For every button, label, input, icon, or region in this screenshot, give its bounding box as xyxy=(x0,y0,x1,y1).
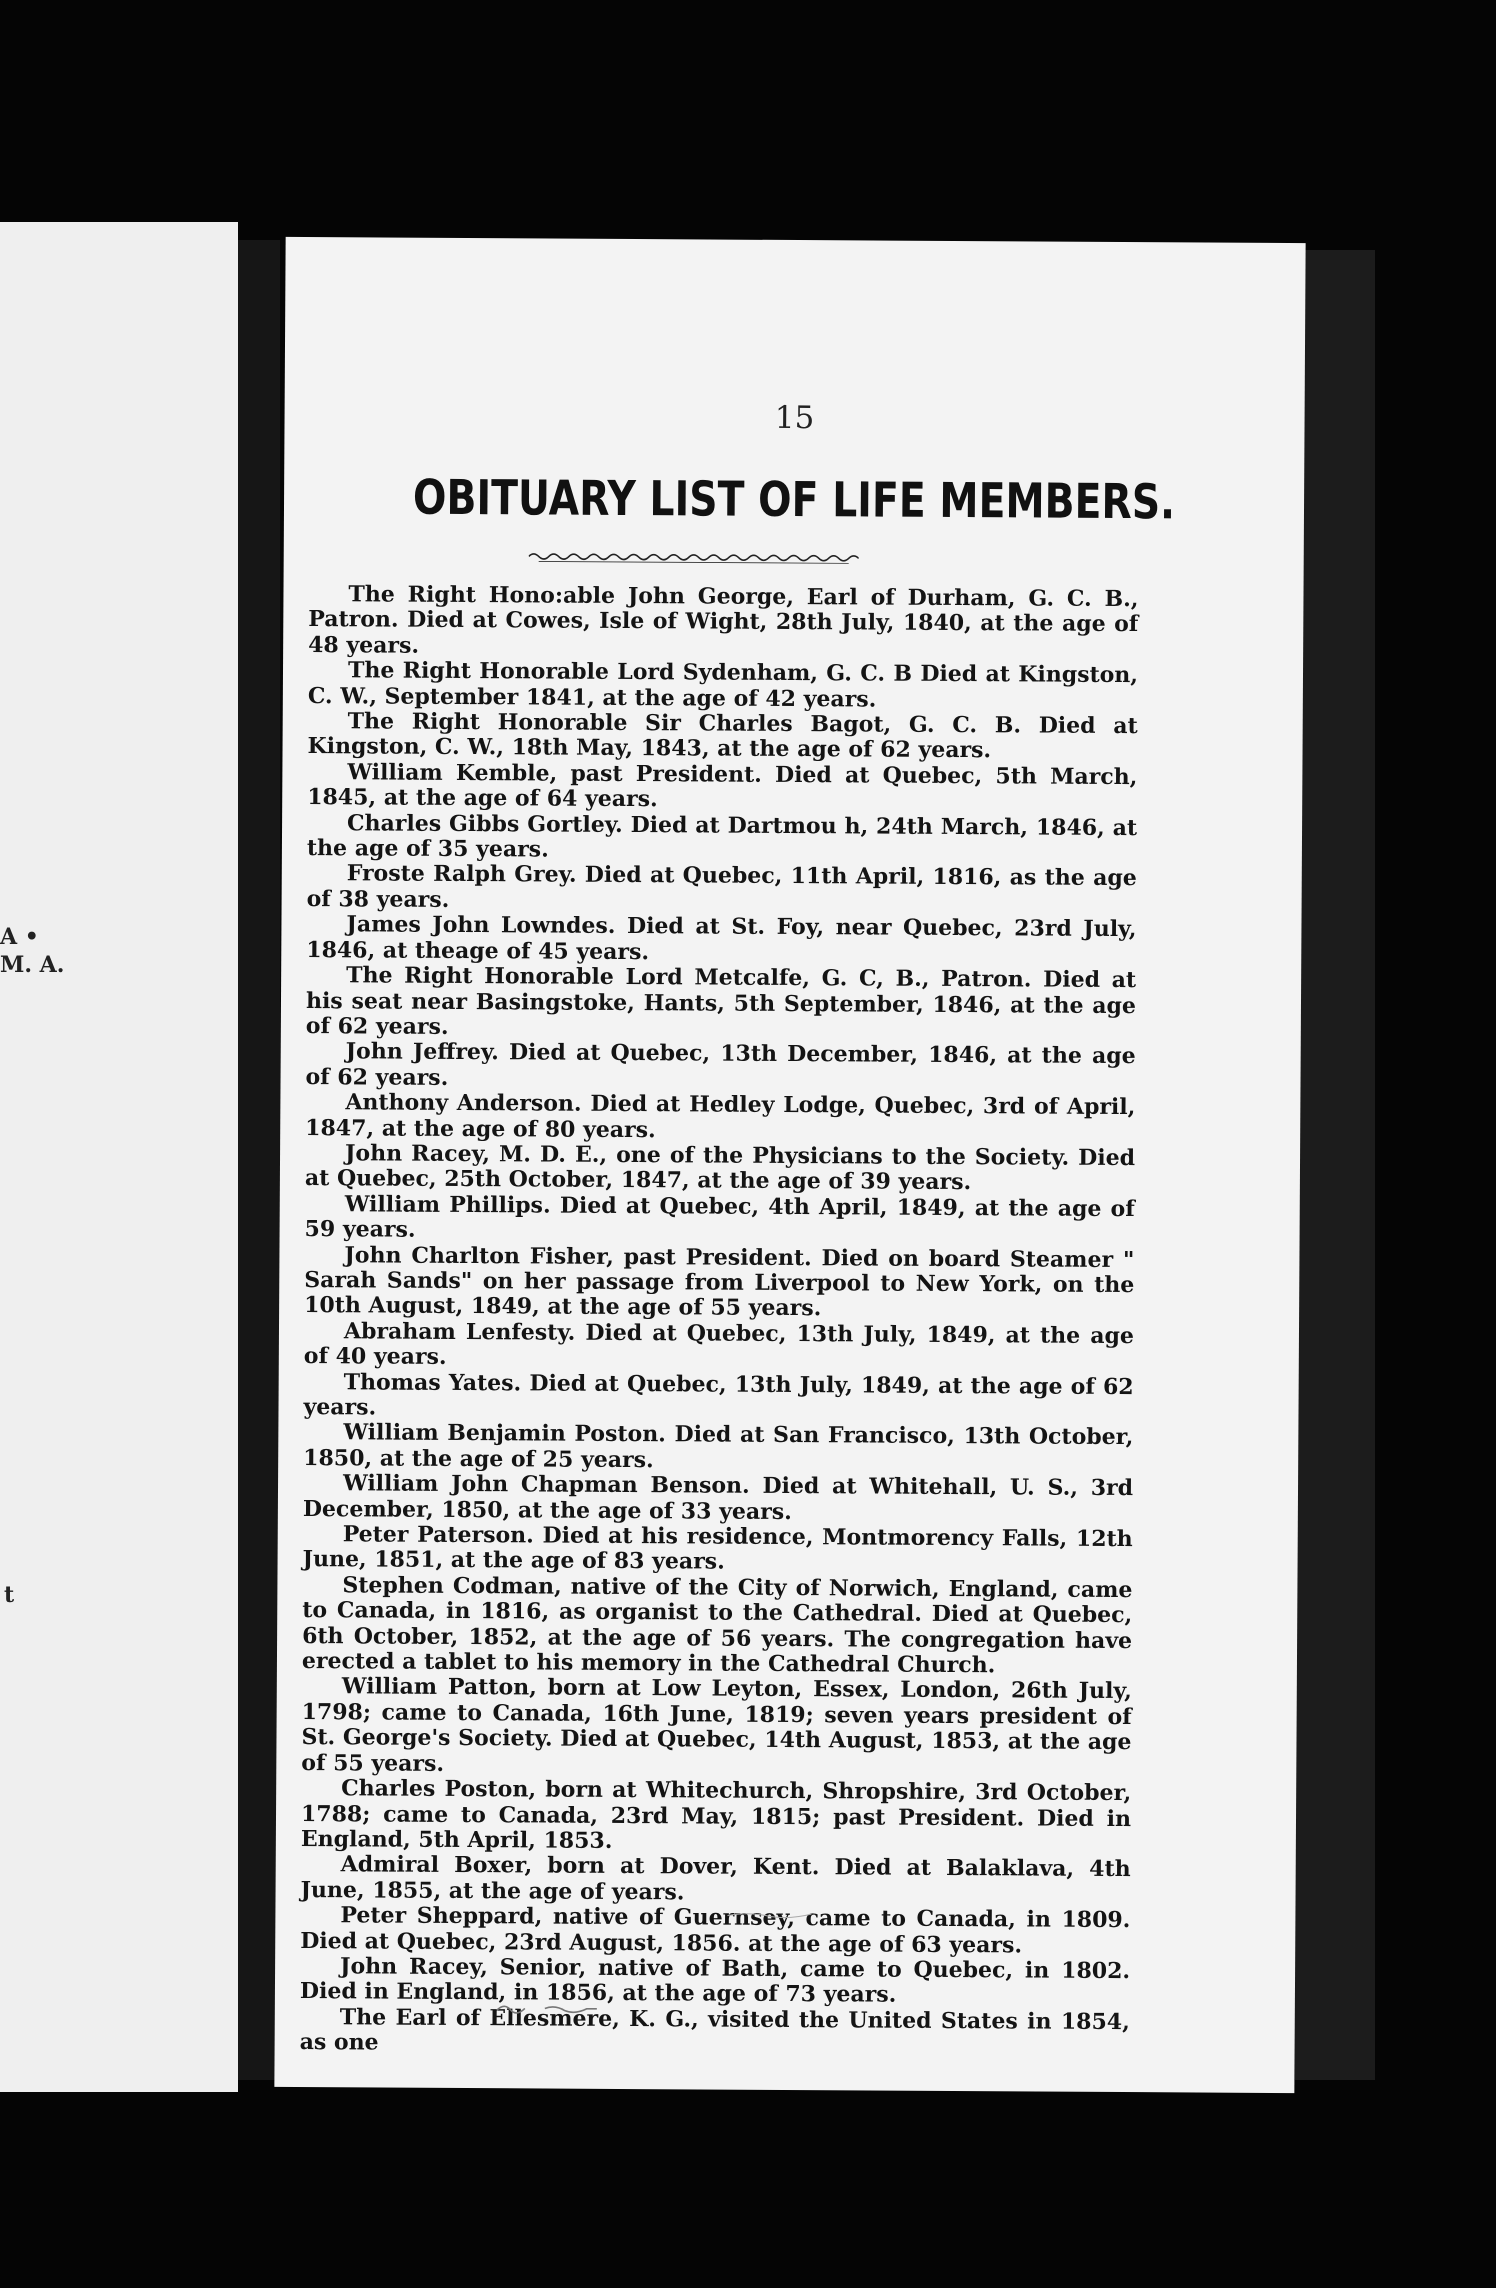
obituary-entry: Charles Poston, born at Whitechurch, Shropshire, 3rd October, 1788; came to Canada, 23rd May, 1815; past President. Died in England, 5th April, 1853. xyxy=(300,1775,1132,1854)
facing-fragment: M. A. xyxy=(0,952,65,978)
obituary-entry: The Right Honorable Lord Sydenham, G. C. B Died at Kingston, C. W., September 1841, at the age of 42 years. xyxy=(307,657,1139,713)
page-edge-shadow xyxy=(1295,250,1375,2080)
obituary-entry: Abraham Lenfesty. Died at Quebec, 13th July, 1849, at the age of 40 years. xyxy=(303,1318,1135,1371)
obituary-entry: Stephen Codman, native of the City of Norwich, England, came to Canada, in 1816, as organist to the Cathedral. Died at Quebec, 6th October, 1852, at the age of 56 years. The congregation have erected a tablet to his memory in the Cathedral Church. xyxy=(301,1572,1133,1679)
obituary-entry: William Benjamin Poston. Died at San Francisco, 13th October, 1850, at the age of 25 years. xyxy=(303,1419,1134,1473)
obituary-entry: The Earl of Ellesmere, K. G., visited the United States in 1854, as one xyxy=(299,2004,1130,2056)
obituary-entry: James John Lowndes. Died at St. Foy, near Quebec, 23rd July, 1846, at theage of 45 years. xyxy=(306,911,1137,965)
ink-smudge xyxy=(495,2000,615,2017)
obituary-entry: Admiral Boxer, born at Dover, Kent. Died at Balaklava, 4th June, 1855, at the age of years. xyxy=(300,1851,1131,1906)
obituary-entry: John Jeffrey. Died at Quebec, 13th December, 1846, at the age of 62 years. xyxy=(305,1038,1136,1091)
obituary-entry: John Racey, Senior, native of Bath, came to Quebec, in 1802. Died in England, in 1856, at the age of 73 years. xyxy=(299,1953,1131,2009)
obituary-entry: Thomas Yates. Died at Quebec, 13th July, 1849, at the age of 62 years. xyxy=(303,1368,1134,1421)
obituary-entry: The Right Honorable Sir Charles Bagot, G. C. B. Died at Kingston, C. W., 18th May, 1843, at the age of 62 years. xyxy=(307,708,1138,764)
obituary-entry: Charles Gibbs Gortley. Died at Dartmou h, 24th March, 1846, at the age of 35 years. xyxy=(306,809,1138,863)
obituary-entry: John Racey, M. D. E., one of the Physicians to the Society. Died at Quebec, 25th October, 1847, at the age of 39 years. xyxy=(304,1140,1136,1196)
obituary-entry: Anthony Anderson. Died at Hedley Lodge, Quebec, 3rd of April, 1847, at the age of 80 years. xyxy=(305,1089,1136,1143)
obituary-entry: William Phillips. Died at Quebec, 4th April, 1849, at the age of 59 years. xyxy=(304,1191,1135,1243)
obituary-entry: William Kemble, past President. Died at Quebec, 5th March, 1845, at the age of 64 years. xyxy=(307,759,1138,813)
obituary-entry: Peter Sheppard, native of Guernsey, came to Canada, in 1809. Died at Quebec, 23rd August, 1856. at the age of 63 years. xyxy=(300,1902,1131,1958)
wavy-rule-ornament xyxy=(529,549,859,565)
obituary-entry: William John Chapman Benson. Died at Whitehall, U. S., 3rd December, 1850, at the age of 33 years. xyxy=(302,1470,1134,1525)
page-number: 15 xyxy=(774,399,815,437)
facing-fragment: t xyxy=(4,1582,15,1608)
facing-fragment: A • xyxy=(0,924,39,950)
obituary-entry: William Patton, born at Low Leyton, Essex, London, 26th July, 1798; came to Canada, 16th June, 1819; seven years president of St. George's Society. Died at Quebec, 14th August, 1853, at the age of 55 years. xyxy=(301,1673,1132,1777)
obituary-entry: Peter Paterson. Died at his residence, Montmorency Falls, 12th June, 1851, at the age of 83 years. xyxy=(302,1521,1133,1576)
obituary-entry: The Right Hono:able John George, Earl of Durham, G. C. B., Patron. Died at Cowes, Isle of Wight, 28th July, 1840, at the age of 48 years. xyxy=(308,581,1139,659)
facing-page-left xyxy=(0,222,238,2092)
obituary-list xyxy=(300,582,1139,2061)
book-gutter xyxy=(238,240,280,2080)
page-heading: OBITUARY LIST OF LIFE MEMBERS. xyxy=(412,469,1176,531)
obituary-entry: Froste Ralph Grey. Died at Quebec, 11th April, 1816, as the age of 38 years. xyxy=(306,860,1137,913)
obituary-entry: The Right Honorable Lord Metcalfe, G. C, B., Patron. Died at his seat near Basingstoke, Hants, 5th September, 1846, at the age of 62 years. xyxy=(305,962,1137,1040)
obituary-entry: John Charlton Fisher, past President. Died on board Steamer " Sarah Sands" on her passage from Liverpool to New York, on the 10th August, 1849, at the age of 55 years. xyxy=(304,1241,1135,1322)
book-page xyxy=(274,237,1305,2093)
ink-smudge xyxy=(725,1910,815,1921)
